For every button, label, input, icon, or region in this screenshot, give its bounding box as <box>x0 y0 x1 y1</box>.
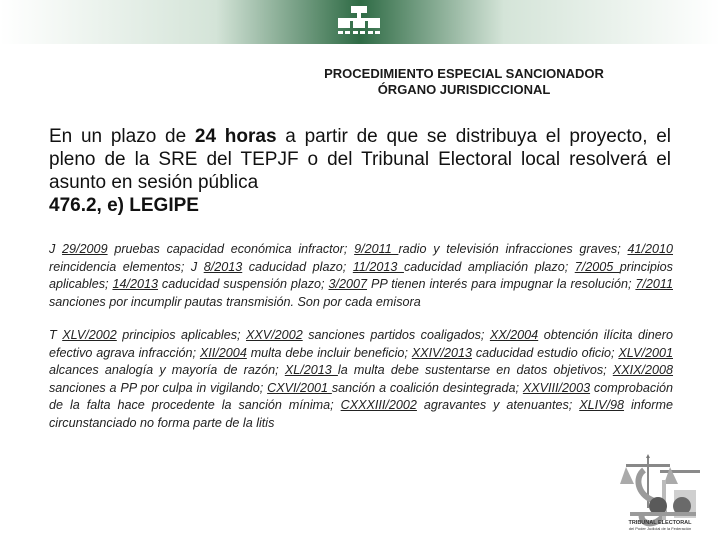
reference-text: radio y televisión infracciones graves; <box>398 242 628 256</box>
reference-link[interactable]: XXIV/2013 <box>411 345 472 360</box>
reference-text: T <box>49 328 63 342</box>
heading-line-1: PROCEDIMIENTO ESPECIAL SANCIONADOR <box>324 66 604 81</box>
seal-subtitle: del Poder Judicial de la Federación <box>628 526 692 531</box>
main-text-part-2: a partir de que se distribuya el proyecto, el pleno de la SRE del TEPJF o del Tribunal Electoral local resolverá el asunto en sesión pública <box>49 126 672 193</box>
reference-text: sanciones a PP por culpa in vigilando; <box>49 380 268 395</box>
reference-text: la multa debe sustentarse en datos objetivos; <box>337 363 613 377</box>
reference-link[interactable]: 7/2005 <box>574 259 620 274</box>
reference-text: PP tienen interés para impugnar la resolución; <box>367 277 636 291</box>
deadline-emphasis: 24 horas <box>194 126 277 147</box>
reference-text: sanciones partidos coaligados; <box>302 328 490 342</box>
seal-caption <box>612 520 708 532</box>
reference-link[interactable]: 14/2013 <box>112 277 158 291</box>
reference-text: agravantes y atenuantes; <box>416 398 580 412</box>
reference-text: caducidad suspensión plazo; <box>157 277 329 291</box>
reference-text: obtención ilícita dinero efectivo agrava infracción; <box>49 328 673 360</box>
reference-text: J <box>49 242 63 256</box>
reference-link[interactable]: 3/2007 <box>328 277 368 291</box>
reference-link[interactable]: XLV/2001 <box>618 345 673 360</box>
legal-reference: 476.2, e) LEGIPE <box>49 195 199 216</box>
reference-link[interactable]: 8/2013 <box>203 259 243 274</box>
reference-link[interactable]: 29/2009 <box>62 242 108 256</box>
reference-text: alcances analogía y mayoría de razón; <box>49 363 285 377</box>
reference-text: informe circunstanciado no forma parte de la litis <box>49 398 673 430</box>
section-heading <box>254 66 674 98</box>
reference-link[interactable]: XXVIII/2003 <box>522 380 591 395</box>
reference-text: comprobación de la falta hace procedente la sanción mínima; <box>49 380 674 412</box>
reference-link[interactable]: 11/2013 <box>352 259 404 274</box>
reference-link[interactable]: XXV/2002 <box>245 328 303 342</box>
reference-link[interactable]: XLV/2002 <box>62 328 117 342</box>
reference-link[interactable]: 41/2010 <box>627 242 673 256</box>
reference-text: multa debe incluir beneficio; <box>246 345 412 360</box>
reference-text: sanciones por incumplir pautas transmisión. Son por cada emisora <box>49 294 421 309</box>
heading-line-2: ÓRGANO JURISDICCIONAL <box>377 82 551 97</box>
reference-link[interactable]: 7/2011 <box>635 277 673 291</box>
reference-link[interactable]: 9/2011 <box>354 242 399 256</box>
reference-text: pruebas capacidad económica infractor; <box>107 242 355 256</box>
org-chart-icon <box>330 4 388 40</box>
reference-text: sanción a coalición desintegrada; <box>331 380 523 395</box>
reference-link[interactable]: CXVI/2001 <box>267 380 332 395</box>
reference-text: caducidad estudio oficio; <box>471 345 619 360</box>
main-statement <box>49 125 671 217</box>
thesis-references <box>49 327 673 432</box>
reference-link[interactable]: XXIX/2008 <box>612 363 674 377</box>
main-text-part-1: En un plazo de <box>49 126 195 147</box>
reference-text: principios aplicables; <box>49 259 673 291</box>
jurisprudence-references <box>49 241 673 311</box>
seal-title: TRIBUNAL ELECTORAL <box>628 520 692 526</box>
reference-link[interactable]: CXXXIII/2002 <box>340 398 417 412</box>
reference-link[interactable]: XII/2004 <box>199 345 247 360</box>
reference-text: principios aplicables; <box>116 328 246 342</box>
reference-text: reincidencia elementos; J <box>49 259 204 274</box>
reference-link[interactable]: XL/2013 <box>284 363 338 377</box>
reference-link[interactable]: XX/2004 <box>489 328 539 342</box>
reference-text: caducidad plazo; <box>242 259 353 274</box>
reference-text: caducidad ampliación plazo; <box>403 259 575 274</box>
reference-link[interactable]: XLIV/98 <box>579 398 625 412</box>
